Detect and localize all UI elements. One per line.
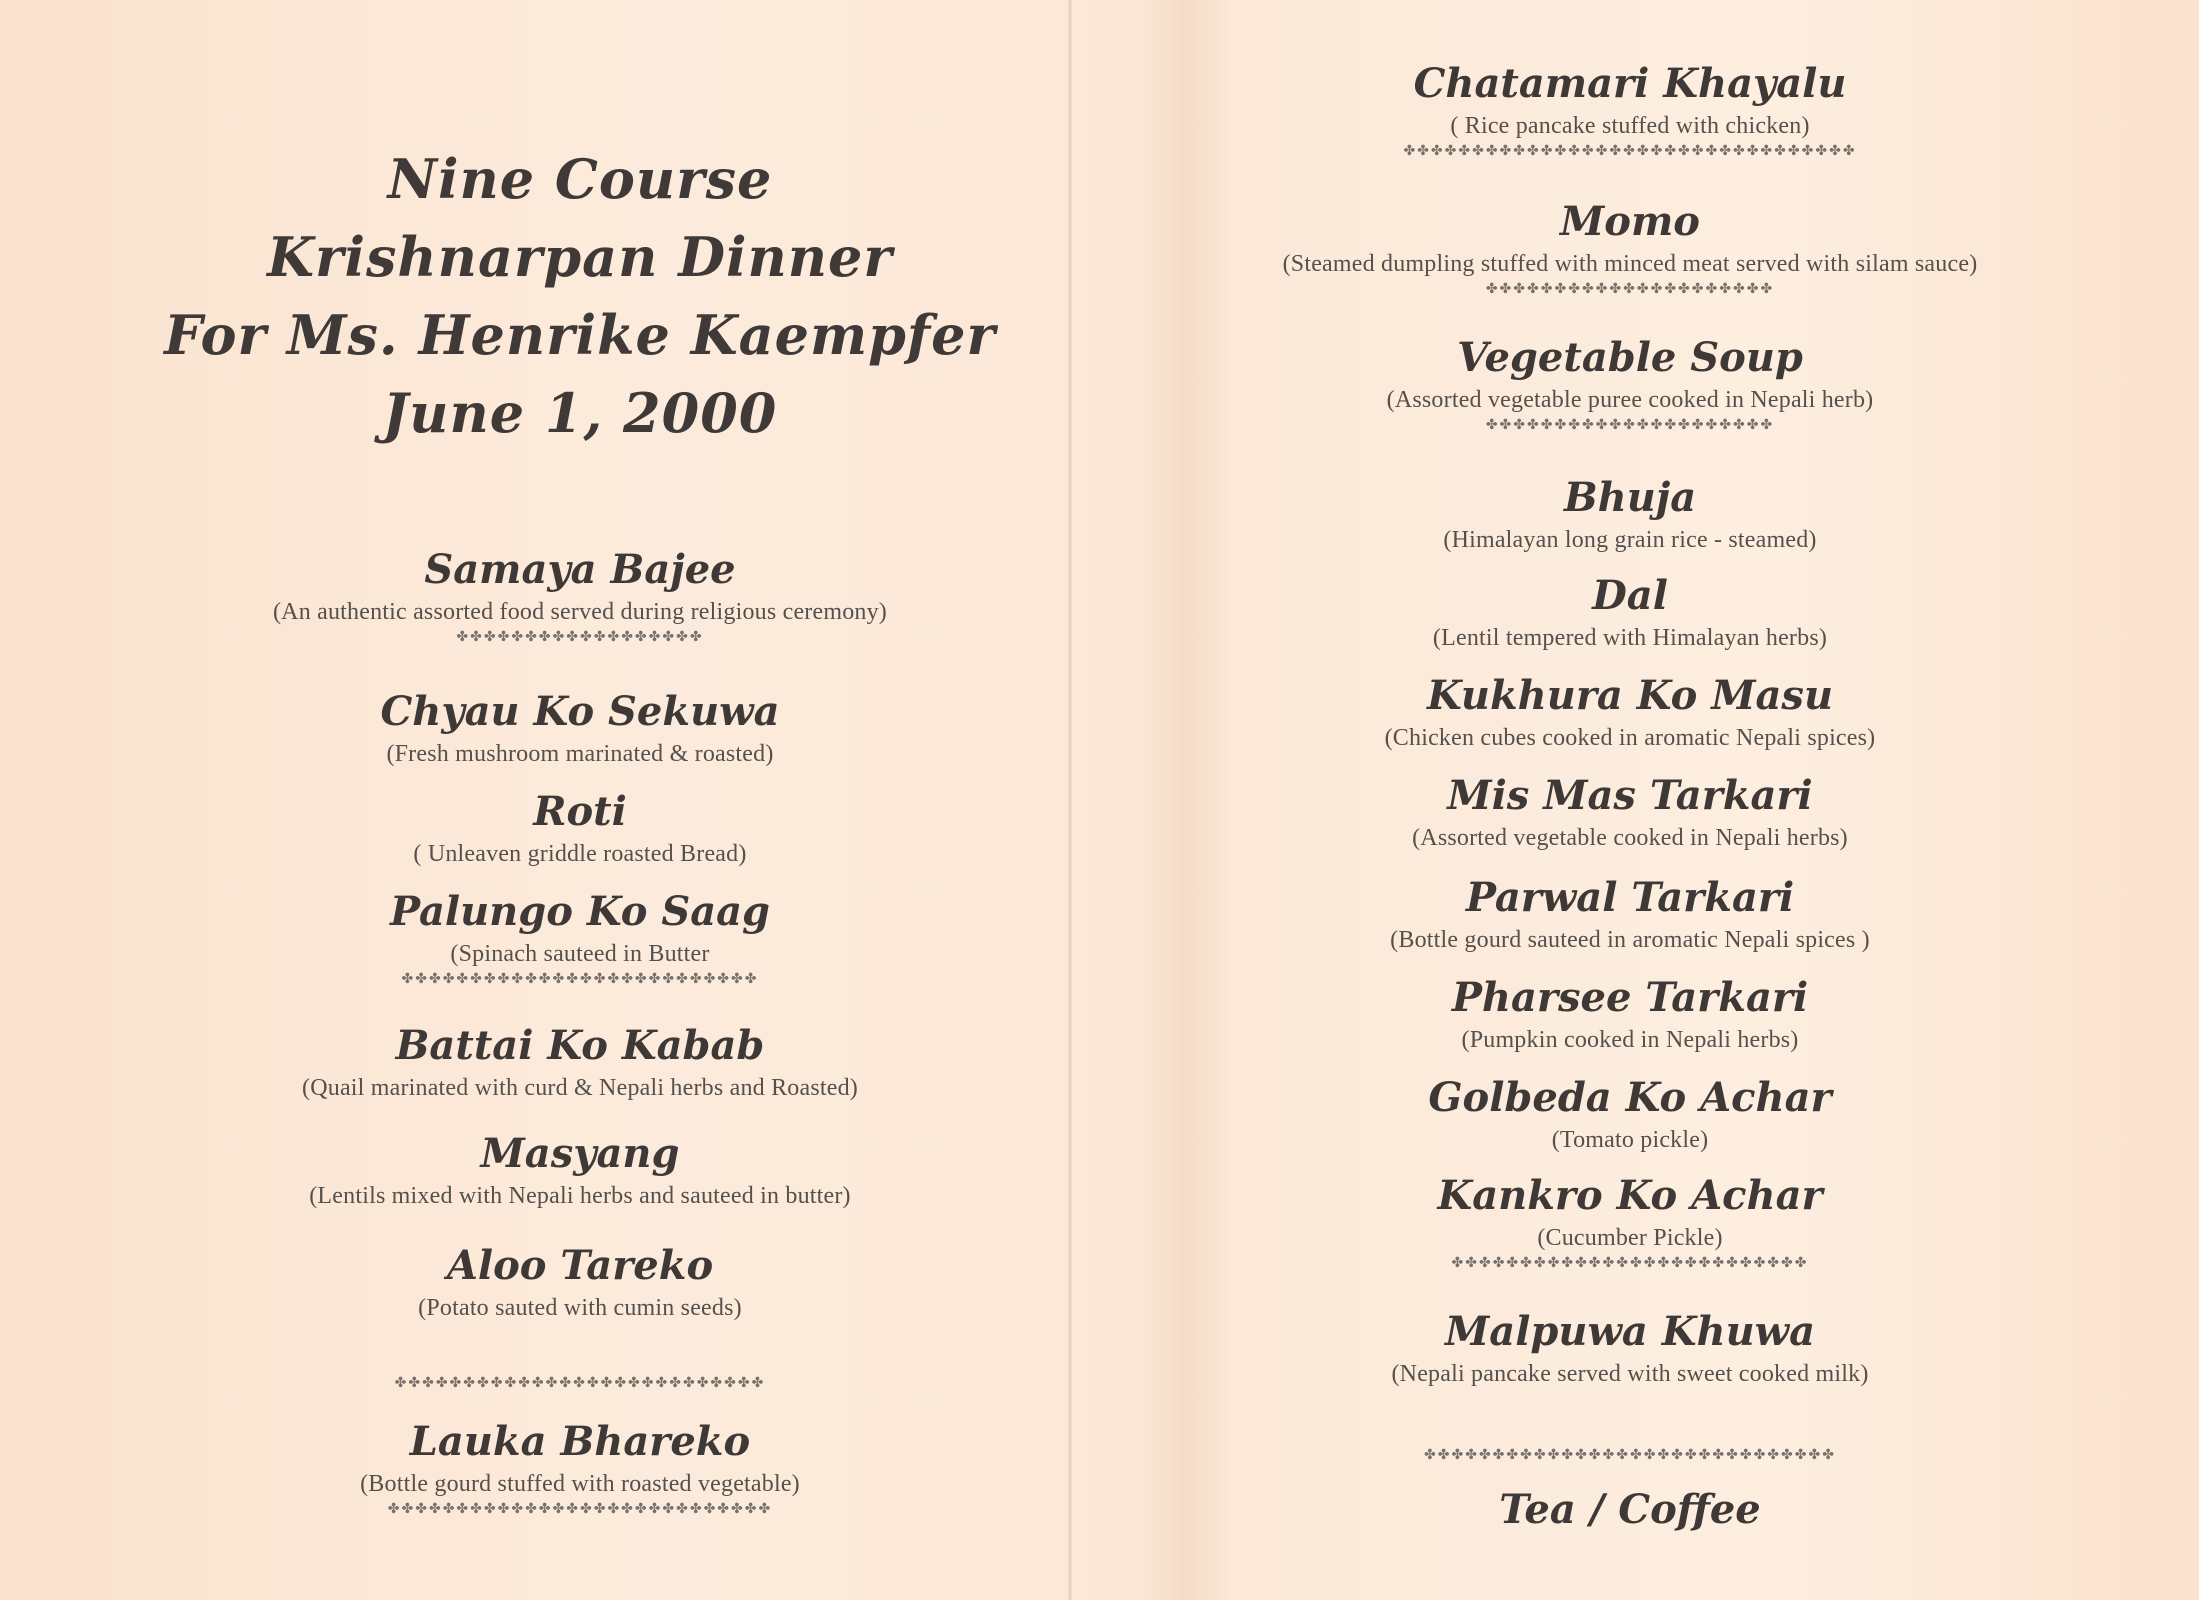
menu-item [80, 1416, 1080, 1518]
menu-item [1130, 1072, 2130, 1156]
dish-name: Kukhura Ko Masu [1426, 672, 1834, 719]
ornament-divider: ✤✤✤✤✤✤✤✤✤✤✤✤✤✤✤✤✤✤ [456, 629, 704, 645]
dish-name: Tea / Coffee [1499, 1486, 1761, 1533]
dish-description: (Fresh mushroom marinated & roasted) [386, 741, 774, 767]
dish-description: (Assorted vegetable puree cooked in Nepali herb) [1386, 387, 1874, 413]
menu-item [1130, 196, 2130, 298]
dish-description: (Cucumber Pickle) [1537, 1225, 1723, 1251]
menu-item [1130, 332, 2130, 434]
menu-item [80, 886, 1080, 988]
dish-name: Masyang [480, 1130, 680, 1177]
dish-name: Chatamari Khayalu [1413, 60, 1847, 107]
ornament-divider: ✤✤✤✤✤✤✤✤✤✤✤✤✤✤✤✤✤✤✤✤✤✤✤✤✤✤ [401, 971, 759, 987]
dish-name: Parwal Tarkari [1465, 874, 1795, 921]
ornament-divider: ✤✤✤✤✤✤✤✤✤✤✤✤✤✤✤✤✤✤✤✤✤✤✤✤✤✤ [1451, 1255, 1809, 1271]
title-line: Nine Course [387, 147, 773, 211]
ornament-divider: ✤✤✤✤✤✤✤✤✤✤✤✤✤✤✤✤✤✤✤✤✤ [1485, 281, 1775, 297]
menu-item [80, 1128, 1080, 1212]
dish-description: (Assorted vegetable cooked in Nepali herbs) [1412, 825, 1848, 851]
dish-name: Malpuwa Khuwa [1445, 1308, 1815, 1355]
dish-name: Vegetable Soup [1457, 334, 1803, 381]
menu-title [80, 140, 1080, 452]
dish-description: (Steamed dumpling stuffed with minced meat served with silam sauce) [1282, 251, 1978, 277]
dish-description: ( Unleaven griddle roasted Bread) [413, 841, 747, 867]
dish-name: Kankro Ko Achar [1437, 1172, 1823, 1219]
ornament-divider: ✤✤✤✤✤✤✤✤✤✤✤✤✤✤✤✤✤✤✤✤✤✤✤✤✤✤✤ [394, 1375, 766, 1391]
dish-name: Chyau Ko Sekuwa [380, 688, 780, 735]
dish-description: (Potato sauted with cumin seeds) [418, 1295, 742, 1321]
dish-description: (Lentils mixed with Nepali herbs and sauteed in butter) [309, 1183, 851, 1209]
dish-description: (Lentil tempered with Himalayan herbs) [1432, 625, 1828, 651]
menu-item [1130, 1170, 2130, 1272]
menu-item [80, 786, 1080, 870]
dish-name: Mis Mas Tarkari [1447, 772, 1813, 819]
dish-description: (Himalayan long grain rice - steamed) [1443, 527, 1817, 553]
title-line: For Ms. Henrike Kaempfer [164, 303, 996, 367]
dish-description: (Nepali pancake served with sweet cooked milk) [1391, 1361, 1869, 1387]
dish-name: Samaya Bajee [424, 546, 736, 593]
menu-item [80, 544, 1080, 646]
dish-description: (Spinach sauteed in Butter [450, 941, 710, 967]
menu-divider [80, 1374, 1080, 1392]
dish-name: Dal [1592, 572, 1668, 619]
dish-name: Battai Ko Kabab [395, 1022, 765, 1069]
title-line: June 1, 2000 [382, 381, 778, 445]
menu-item [1130, 770, 2130, 854]
dish-name: Golbeda Ko Achar [1428, 1074, 1832, 1121]
ornament-divider: ✤✤✤✤✤✤✤✤✤✤✤✤✤✤✤✤✤✤✤✤✤✤✤✤✤✤✤✤ [387, 1501, 773, 1517]
dish-name: Roti [533, 788, 627, 835]
ornament-divider: ✤✤✤✤✤✤✤✤✤✤✤✤✤✤✤✤✤✤✤✤✤✤✤✤✤✤✤✤✤✤✤✤✤ [1403, 143, 1857, 159]
menu-item [1130, 972, 2130, 1056]
ornament-divider: ✤✤✤✤✤✤✤✤✤✤✤✤✤✤✤✤✤✤✤✤✤ [1485, 417, 1775, 433]
menu-divider [1130, 1446, 2130, 1464]
ornament-divider: ✤✤✤✤✤✤✤✤✤✤✤✤✤✤✤✤✤✤✤✤✤✤✤✤✤✤✤✤✤✤ [1424, 1447, 1836, 1463]
dish-description: (Bottle gourd stuffed with roasted vegetable) [360, 1471, 800, 1497]
dish-description: (Tomato pickle) [1551, 1127, 1709, 1153]
dish-name: Lauka Bhareko [409, 1418, 751, 1465]
menu-item [1130, 1484, 2130, 1536]
dish-description: (Pumpkin cooked in Nepali herbs) [1461, 1027, 1799, 1053]
dish-name: Pharsee Tarkari [1451, 974, 1809, 1021]
title-line: Krishnarpan Dinner [267, 225, 893, 289]
menu-item [1130, 1306, 2130, 1390]
dish-description: ( Rice pancake stuffed with chicken) [1450, 113, 1810, 139]
dish-description: (Quail marinated with curd & Nepali herbs and Roasted) [302, 1075, 858, 1101]
dish-description: (Bottle gourd sauteed in aromatic Nepali spices ) [1390, 927, 1870, 953]
dish-description: (An authentic assorted food served during religious ceremony) [272, 599, 888, 625]
dish-name: Palungo Ko Saag [389, 888, 771, 935]
menu-item [80, 1240, 1080, 1324]
menu-item [80, 686, 1080, 770]
menu-item [1130, 872, 2130, 956]
menu-item [1130, 670, 2130, 754]
menu-item [1130, 570, 2130, 654]
dish-name: Aloo Tareko [446, 1242, 714, 1289]
dish-name: Bhuja [1563, 474, 1697, 521]
dish-name: Momo [1560, 198, 1700, 245]
menu-item [1130, 472, 2130, 556]
menu-item [1130, 58, 2130, 160]
menu-item [80, 1020, 1080, 1104]
dish-description: (Chicken cubes cooked in aromatic Nepali spices) [1384, 725, 1876, 751]
